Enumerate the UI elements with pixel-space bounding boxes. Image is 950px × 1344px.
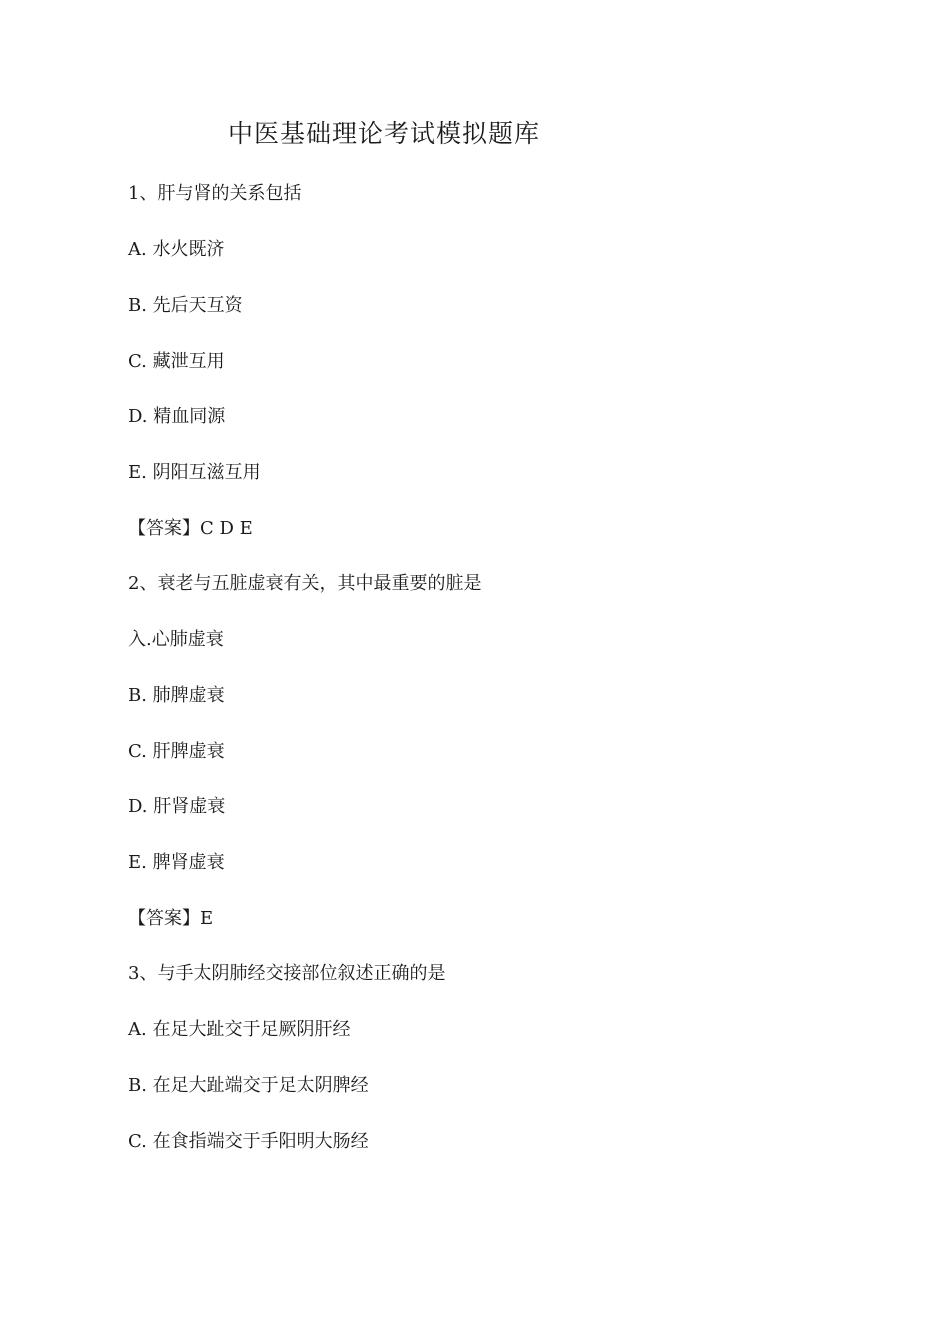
question-1-answer: 【答案】C D E	[128, 518, 253, 539]
question-1-option-e: E. 阴阳互滋互用	[128, 462, 261, 483]
question-3-option-b: B. 在足大趾端交于足太阴脾经	[128, 1075, 369, 1096]
question-1-option-a: A. 水火既济	[128, 239, 225, 260]
question-2-option-d: D. 肝肾虚衰	[128, 796, 226, 817]
question-3-option-c: C. 在食指端交于手阳明大肠经	[128, 1131, 369, 1152]
question-2-option-c: C. 肝脾虚衰	[128, 741, 225, 762]
question-3-option-a: A. 在足大趾交于足厥阴肝经	[128, 1019, 351, 1040]
question-1-stem: 1、肝与肾的关系包括	[128, 183, 302, 204]
question-2-answer: 【答案】E	[128, 908, 214, 929]
question-2-option-a: 入.心肺虚衰	[128, 629, 224, 650]
question-2-stem: 2、衰老与五脏虚衰有关，其中最重要的脏是	[128, 573, 482, 594]
question-3-stem: 3、与手太阴肺经交接部位叙述正确的是	[128, 963, 446, 984]
question-1-option-d: D. 精血同源	[128, 406, 226, 427]
question-1-option-b: B. 先后天互资	[128, 295, 243, 316]
question-1-option-c: C. 藏泄互用	[128, 351, 225, 372]
question-2-option-b: B. 肺脾虚衰	[128, 685, 225, 706]
question-2-option-e: E. 脾肾虚衰	[128, 852, 225, 873]
document-title: 中医基础理论考试模拟题库	[228, 119, 541, 148]
